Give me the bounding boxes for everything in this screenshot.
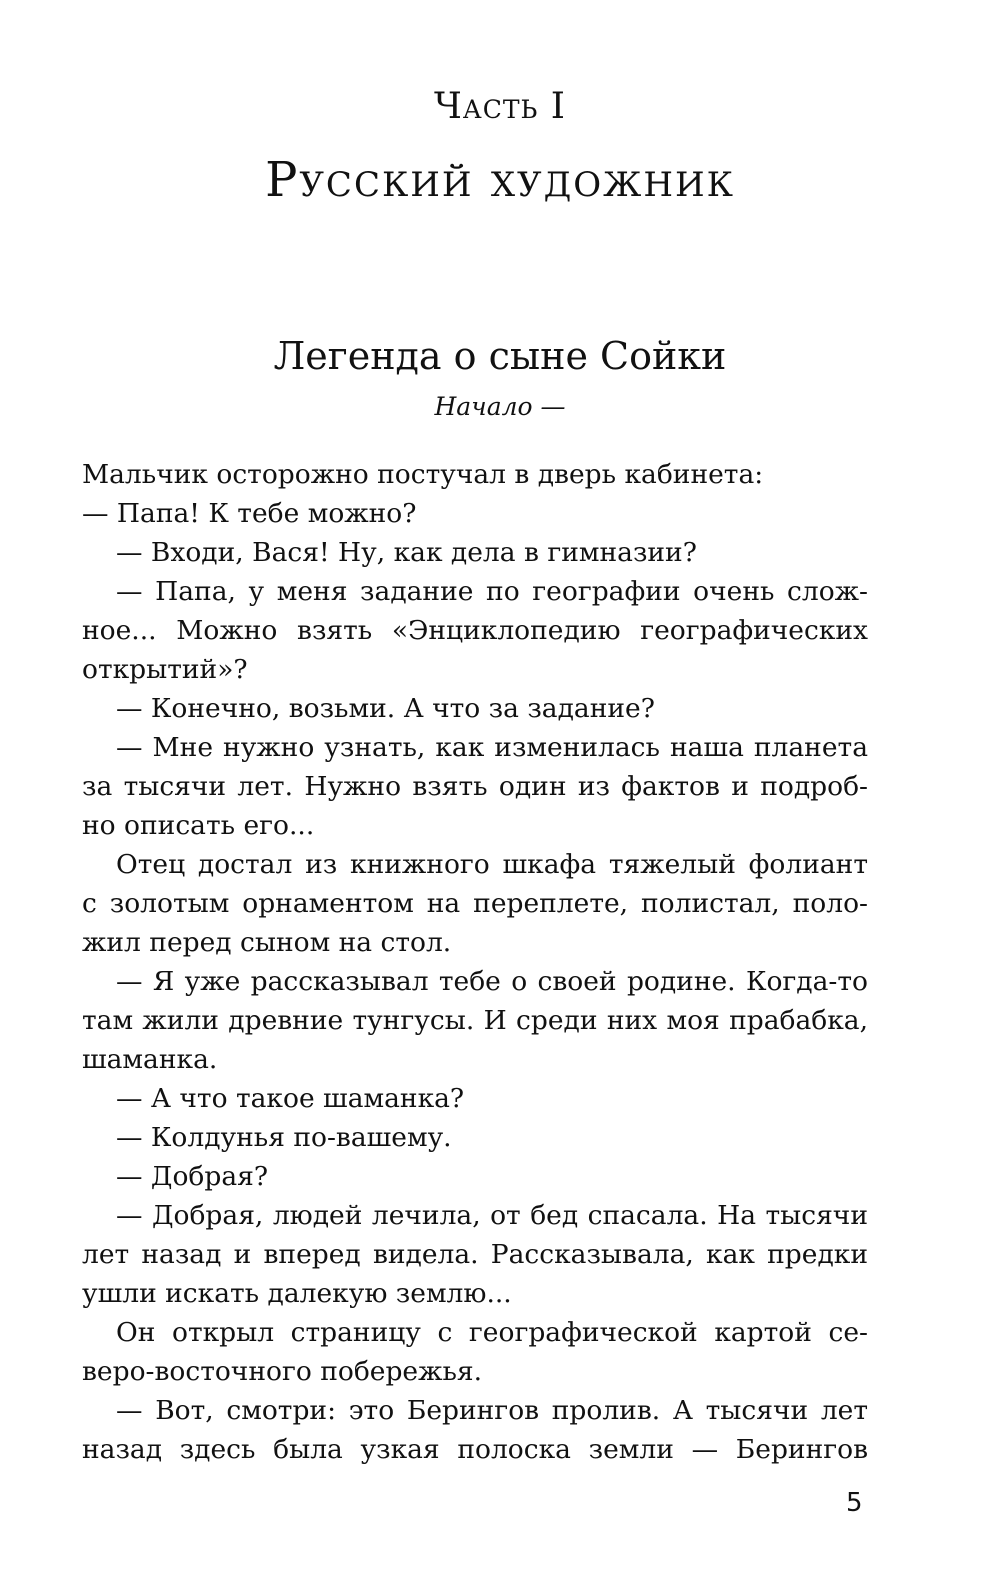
text-line: назад здесь была узкая полоска земли — Берингов xyxy=(82,1434,868,1465)
text-line: — Папа! К тебе можно? xyxy=(82,498,417,529)
text-line: — А что такое шаманка? xyxy=(116,1083,465,1114)
text-line: — Мне нужно узнать, как изменилась наша планета xyxy=(116,732,868,763)
text-line: — Вот, смотри: это Берингов пролив. А тысячи лет xyxy=(116,1395,868,1426)
text-line: Он открыл страницу с географической картой се- xyxy=(116,1317,868,1348)
chapter-subtitle: Начало — xyxy=(434,392,566,421)
text-line: — Конечно, возьми. А что за задание? xyxy=(116,693,655,724)
text-line: — Добрая? xyxy=(116,1161,269,1192)
text-line: веро-восточного побережья. xyxy=(82,1356,483,1387)
page-number: 5 xyxy=(846,1488,863,1518)
text-line: за тысячи лет. Нужно взять один из фактов и подроб- xyxy=(82,771,868,802)
part-label: Часть I xyxy=(433,86,567,127)
part-title: Русский художник xyxy=(265,152,735,208)
text-line: лет назад и вперед видела. Рассказывала, как предки xyxy=(82,1239,868,1270)
text-line: шаманка. xyxy=(82,1044,218,1075)
text-line: с золотым орнаментом на переплете, полистал, поло- xyxy=(82,888,868,919)
text-line: — Папа, у меня задание по географии очень слож- xyxy=(116,576,868,607)
text-line: — Входи, Вася! Ну, как дела в гимназии? xyxy=(116,537,697,568)
text-line: там жили древние тунгусы. И среди них моя прабабка, xyxy=(82,1005,868,1036)
text-line: — Я уже рассказывал тебе о своей родине. Когда-то xyxy=(116,966,868,997)
text-line: — Добрая, людей лечила, от бед спасала. На тысячи xyxy=(116,1200,868,1231)
text-line: открытий»? xyxy=(82,654,248,685)
text-line: Мальчик осторожно постучал в дверь кабинета: xyxy=(82,459,764,490)
text-line: ушли искать далекую землю... xyxy=(82,1278,512,1309)
text-line: но описать его... xyxy=(82,810,315,841)
chapter-title: Легенда о сыне Сойки xyxy=(273,334,727,378)
text-line: жил перед сыном на стол. xyxy=(82,927,452,958)
text-line: — Колдунья по-вашему. xyxy=(116,1122,452,1153)
text-line: Отец достал из книжного шкафа тяжелый фолиант xyxy=(116,849,868,880)
body-text xyxy=(82,455,868,1469)
text-line: ное... Можно взять «Энциклопедию географических xyxy=(82,615,868,646)
